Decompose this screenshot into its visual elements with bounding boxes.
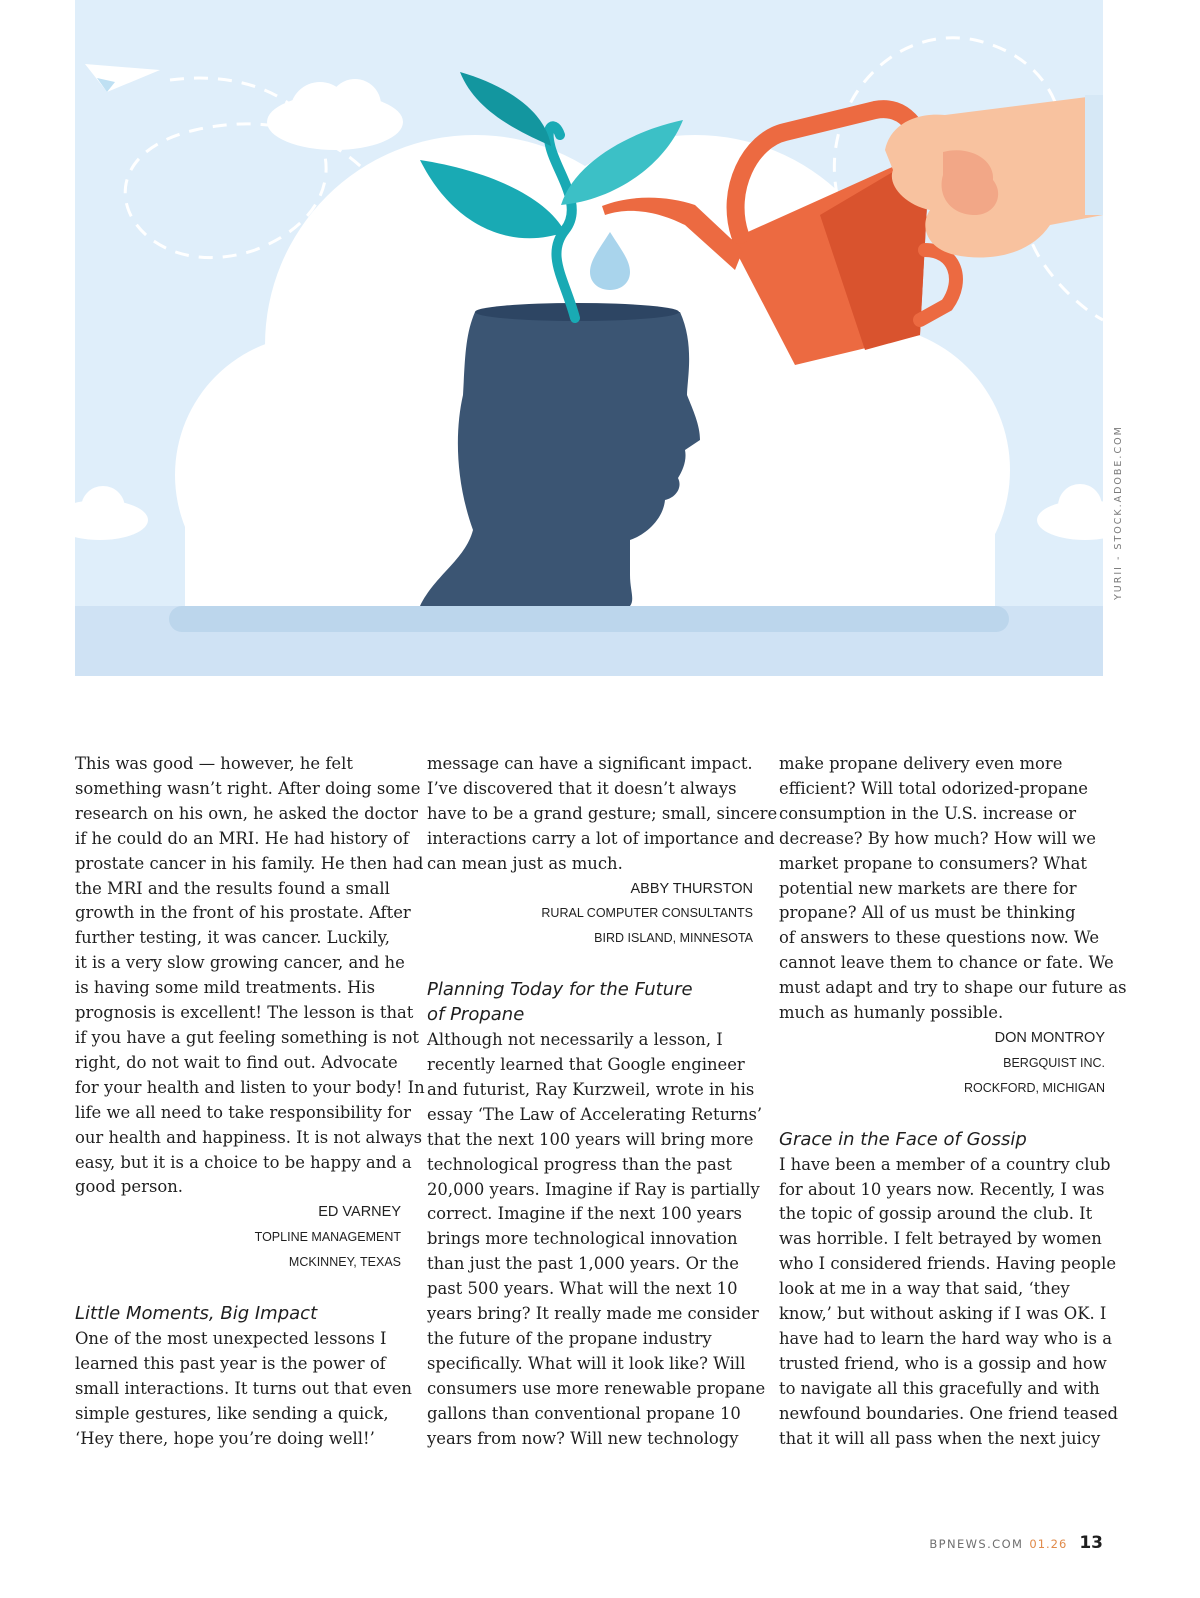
text-line: the topic of gossip around the club. It [779,1204,1093,1224]
text-line: who I considered friends. Having people [779,1254,1117,1274]
text-line: learned this past year is the power of [75,1353,386,1373]
text-line: our health and happiness. It is not always [75,1127,423,1147]
text-line: something wasn’t right. After doing some [75,778,421,798]
ground-shadow [169,606,1009,632]
author-company: BERGQUIST INC. [1003,1055,1105,1070]
text-line: to navigate all this gracefully and with [779,1378,1100,1398]
text-line: message can have a significant impact. [427,754,753,773]
text-line: than just the past 1,000 years. Or the [427,1254,739,1274]
text-line: decrease? By how much? How will we [779,828,1096,848]
text-line: trusted friend, who is a gossip and how [779,1353,1107,1373]
text-line: for your health and listen to your body! In [75,1077,425,1097]
text-line: must adapt and try to shape our future as [779,978,1127,998]
text-line: easy, but it is a choice to be happy and a [75,1152,412,1172]
text-line: and futurist, Ray Kurzweil, wrote in his [427,1079,755,1099]
text-line: simple gestures, like sending a quick, [75,1403,389,1423]
column-3 [779,752,1127,1451]
author-location: BIRD ISLAND, MINNESOTA [594,931,753,946]
text-line: further testing, it was cancer. Luckily, [75,928,390,948]
text-line: I have been a member of a country club [779,1154,1111,1174]
text-line: much as humanly possible. [779,1003,1004,1023]
text-line: life we all need to take responsibility for [75,1102,411,1122]
text-line: right, do not wait to find out. Advocate [75,1052,398,1072]
text-line: 20,000 years. Imagine if Ray is partially [427,1179,760,1199]
section-heading: Grace in the Face of Gossip [779,1128,1027,1150]
author-company: TOPLINE MANAGEMENT [254,1230,401,1245]
illustration-svg [75,0,1103,676]
text-line: efficient? Will total odorized-propane [779,778,1088,798]
text-line: the future of the propane industry [427,1328,712,1348]
hero-illustration [75,0,1103,676]
text-line: if he could do an MRI. He had history of [75,828,409,848]
text-line: can mean just as much. [427,853,623,873]
article-body [427,752,778,877]
text-line: research on his own, he asked the doctor [75,803,418,823]
text-line: Although not necessarily a lesson, I [427,1030,723,1050]
text-line: brings more technological innovation [427,1229,738,1249]
text-line: know,’ but without asking if I was OK. I [779,1304,1107,1324]
text-line: have to be a grand gesture; small, sincere [427,803,778,823]
text-line: This was good — however, he felt [75,754,353,773]
footer-site: BPNEWS.COM [929,1537,1024,1551]
photo-credit: YURII - STOCK.ADOBE.COM [1113,425,1124,600]
text-line: correct. Imagine if the next 100 years [427,1204,742,1224]
text-line: specifically. What will it look like? Will [427,1353,746,1373]
text-line: good person. [75,1177,184,1197]
text-line: it is a very slow growing cancer, and he [75,953,405,973]
text-line: years bring? It really made me consider [427,1304,759,1324]
author-signature [75,1200,401,1275]
text-line: the MRI and the results found a small [75,878,390,898]
text-line: technological progress than the past [427,1154,732,1174]
text-line: if you have a gut feeling something is not [75,1027,419,1047]
article-body [779,1153,1119,1452]
text-line: potential new markets are there for [779,878,1077,898]
column-1 [75,752,425,1451]
section-heading-line-2: of Propane [427,1004,525,1026]
text-line: look at me in a way that said, ‘they [779,1279,1070,1299]
text-line: interactions carry a lot of importance and [427,828,775,848]
author-location: ROCKFORD, MICHIGAN [964,1080,1105,1095]
section-heading [427,978,753,1028]
author-name: ABBY THURSTON [630,880,753,897]
text-line: One of the most unexpected lessons I [75,1328,387,1348]
author-signature [427,877,753,952]
text-line: ‘Hey there, hope you’re doing well!’ [75,1428,375,1448]
text-line: that the next 100 years will bring more [427,1129,754,1149]
author-signature [779,1026,1105,1101]
text-line: prognosis is excellent! The lesson is that [75,1003,414,1023]
text-line: small interactions. It turns out that even [75,1378,412,1398]
text-line: was horrible. I felt betrayed by women [779,1229,1102,1249]
article-body [427,1028,766,1451]
author-company: RURAL COMPUTER CONSULTANTS [541,906,753,921]
text-line: that it will all pass when the next juicy [779,1428,1101,1448]
footer-issue: 01.26 [1029,1537,1068,1551]
author-name: ED VARNEY [318,1204,401,1221]
text-line: recently learned that Google engineer [427,1054,745,1074]
text-line: market propane to consumers? What [779,853,1087,873]
text-line: consumption in the U.S. increase or [779,803,1077,823]
text-line: have had to learn the hard way who is a [779,1328,1112,1348]
text-line: newfound boundaries. One friend teased [779,1403,1119,1423]
page-number: 13 [1079,1533,1103,1553]
text-line: cannot leave them to chance or fate. We [779,953,1114,973]
section-heading: Little Moments, Big Impact [75,1303,318,1325]
text-line: of answers to these questions now. We [779,928,1100,948]
article-body [75,1327,412,1452]
text-line: years from now? Will new technology [427,1428,739,1448]
article-body [779,752,1127,1026]
section-heading-line-1: Planning Today for the Future [427,979,693,1001]
text-line: I’ve discovered that it doesn’t always [427,778,737,798]
text-line: gallons than conventional propane 10 [427,1403,741,1423]
column-2 [427,752,778,1451]
text-line: is having some mild treatments. His [75,978,376,998]
text-line: prostate cancer in his family. He then had [75,853,424,873]
text-line: essay ‘The Law of Accelerating Returns’ [427,1104,763,1124]
author-location: MCKINNEY, TEXAS [288,1255,401,1270]
page-footer [929,1533,1103,1553]
text-line: for about 10 years now. Recently, I was [779,1179,1105,1199]
article-body [75,752,425,1200]
text-line: past 500 years. What will the next 10 [427,1279,738,1299]
text-line: consumers use more renewable propane [427,1378,766,1398]
text-line: propane? All of us must be thinking [779,903,1076,923]
text-line: growth in the front of his prostate. After [75,903,411,923]
text-line: make propane delivery even more [779,754,1063,773]
author-name: DON MONTROY [994,1029,1105,1046]
